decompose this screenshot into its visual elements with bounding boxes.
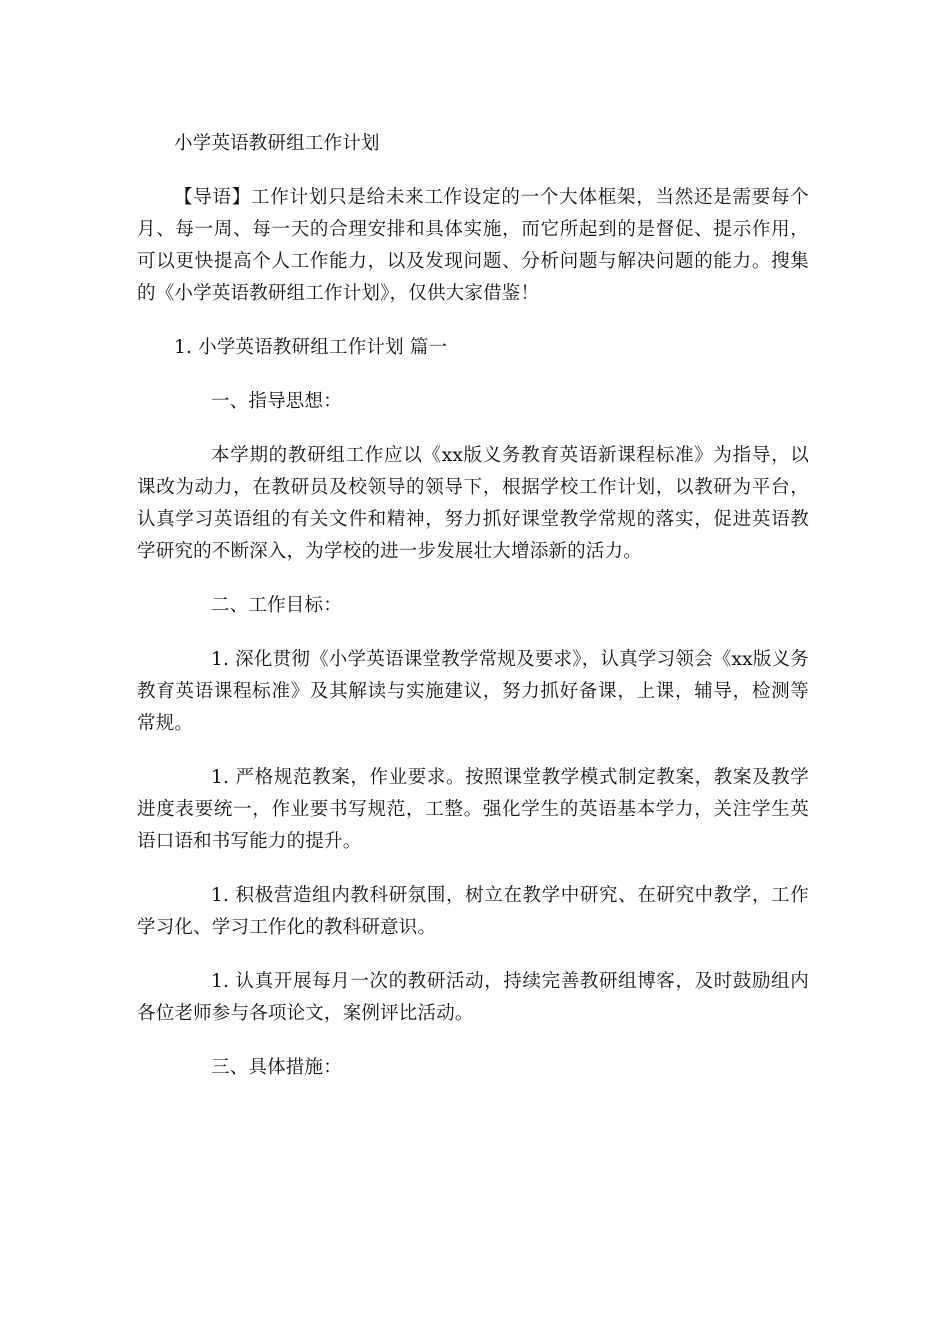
spacer	[137, 944, 809, 966]
part1-body: 本学期的教研组工作应以《xx版义务教育英语新课程标准》为指导，以课改为动力，在教研员及校领导的领导下，根据学校工作计划，以教研为平台，认真学习英语组的有关文件和精神，努力抓好课堂教学常规的落实，促进英语教学研究的不断深入，为学校的进一步发展壮大增添新的活力。	[137, 445, 809, 562]
spacer	[137, 622, 809, 644]
part1-heading: 一、指导思想：	[211, 391, 342, 412]
part3-heading: 三、具体措施：	[211, 1057, 342, 1078]
spacer	[137, 418, 809, 440]
document-title: 小学英语教研组工作计划	[174, 133, 380, 154]
section-heading: 1. 小学英语教研组工作计划 篇一	[174, 337, 448, 358]
goal-item: 1. 积极营造组内教科研氛围，树立在教学中研究、在研究中教学，工作学习化、学习工作化的教科研意识。	[137, 885, 809, 938]
goal-item: 1. 严格规范教案，作业要求。按照课堂教学模式制定教案，教案及教学进度表要统一，作业要书写规范，工整。强化学生的英语基本学力，关注学生英语口语和书写能力的提升。	[137, 767, 809, 852]
document-page	[137, 128, 809, 1084]
spacer	[137, 568, 809, 590]
spacer	[137, 310, 809, 332]
goal-item: 1. 认真开展每月一次的教研活动，持续完善教研组博客，及时鼓励组内各位老师参与各项论文，案例评比活动。	[137, 971, 809, 1024]
spacer	[137, 1030, 809, 1052]
spacer	[137, 364, 809, 386]
spacer	[137, 858, 809, 880]
intro-paragraph: 【导语】工作计划只是给未来工作设定的一个大体框架，当然还是需要每个月、每一周、每一天的合理安排和具体实施，而它所起到的是督促、提示作用，可以更快提高个人工作能力，以及发现问题、分析问题与解决问题的能力。搜集的《小学英语教研组工作计划》，仅供大家借鉴！	[137, 187, 809, 304]
spacer	[137, 740, 809, 762]
goal-item: 1. 深化贯彻《小学英语课堂教学常规及要求》，认真学习领会《xx版义务教育英语课程标准》及其解读与实施建议，努力抓好备课，上课，辅导，检测等常规。	[137, 649, 809, 734]
part2-heading: 二、工作目标：	[211, 595, 342, 616]
